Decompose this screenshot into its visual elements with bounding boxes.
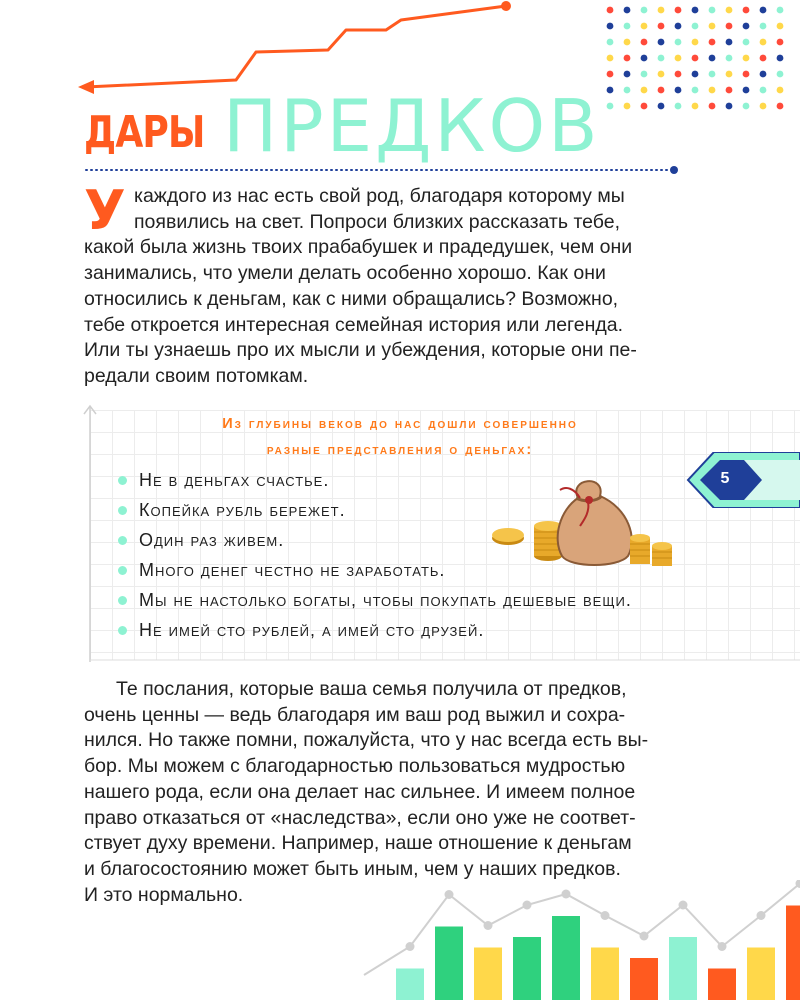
bullet-dot — [118, 536, 127, 545]
money-bag-illustration — [488, 468, 678, 578]
list-item — [118, 467, 329, 493]
pattern-dot — [709, 103, 716, 110]
pattern-dot — [777, 71, 784, 78]
pattern-dot — [743, 71, 750, 78]
decor-bar — [552, 916, 580, 1000]
intro-line: какой была жизнь твоих прабабушек и прадедушек, чем они — [84, 236, 633, 259]
pattern-dot — [641, 87, 648, 94]
title-underline — [84, 164, 684, 176]
title-part-2: ПРЕДКОВ — [223, 84, 601, 168]
pattern-dot — [726, 23, 733, 30]
pattern-dot — [760, 55, 767, 62]
decor-bar — [474, 948, 502, 1000]
pattern-dot — [777, 7, 784, 14]
pattern-dot — [624, 39, 631, 46]
pattern-dot — [692, 7, 699, 14]
list-item — [118, 587, 632, 613]
pattern-dot — [692, 87, 699, 94]
pattern-dot — [675, 7, 682, 14]
pattern-dot — [726, 7, 733, 14]
pattern-dot — [760, 39, 767, 46]
pattern-dot — [743, 103, 750, 110]
outro-line: И это нормально. — [84, 883, 244, 906]
pattern-dot — [726, 71, 733, 78]
pattern-dot — [709, 55, 716, 62]
outro-line: право отказаться от «наследства», если оно уже не соответ- — [84, 806, 636, 829]
pattern-dot — [675, 55, 682, 62]
pattern-dot — [743, 39, 750, 46]
decor-trend-point — [406, 942, 415, 951]
pattern-dot — [641, 7, 648, 14]
pattern-dot — [743, 23, 750, 30]
outro-line: нашего рода, если она делает нас сильнее. И имеем полное — [84, 780, 636, 803]
pattern-dot — [624, 71, 631, 78]
pattern-dot — [709, 23, 716, 30]
pattern-dot — [675, 71, 682, 78]
pattern-dot — [726, 55, 733, 62]
pattern-dot — [692, 55, 699, 62]
pattern-dot — [641, 23, 648, 30]
decor-trend-point — [718, 942, 727, 951]
pattern-dot — [675, 103, 682, 110]
intro-line: занимались, что умели делать особенно хорошо. Как они — [84, 262, 606, 285]
dot-pattern-decoration — [600, 0, 800, 120]
pattern-dot — [692, 71, 699, 78]
pattern-dot — [607, 23, 614, 30]
pattern-dot — [726, 87, 733, 94]
pattern-dot — [777, 87, 784, 94]
pattern-dot — [641, 39, 648, 46]
outro-line: ствует духу времени. Например, наше отношение к деньгам — [84, 832, 632, 855]
intro-line: относились к деньгам, как с ними обращались? Возможно, — [84, 287, 619, 310]
money-bag-icon — [558, 481, 632, 565]
bullet-dot — [118, 506, 127, 515]
intro-line: редали своим потомкам. — [84, 364, 309, 387]
pattern-dot — [658, 71, 665, 78]
pattern-dot — [743, 55, 750, 62]
decor-trend-line — [364, 884, 800, 976]
pattern-dot — [607, 39, 614, 46]
pattern-dot — [760, 87, 767, 94]
saying-text: Копейка рубль бережет. — [139, 499, 346, 520]
page-number: 5 — [720, 470, 730, 487]
decor-trend-point — [484, 921, 493, 930]
decor-bar — [786, 906, 800, 1000]
pattern-dot — [709, 39, 716, 46]
page-number-tab — [686, 452, 800, 508]
pattern-dot — [624, 23, 631, 30]
decor-trend-point — [445, 890, 454, 899]
outro-paragraph — [84, 677, 680, 908]
pattern-dot — [607, 71, 614, 78]
pattern-dot — [641, 71, 648, 78]
pattern-dot — [624, 55, 631, 62]
decor-trend-point — [679, 901, 688, 910]
saying-text: Не имей сто рублей, а имей сто друзей. — [139, 619, 485, 640]
intro-line: появились на свет. Попроси близких рассказать тебе, — [134, 210, 620, 233]
page-title — [84, 86, 601, 166]
intro-paragraph — [84, 179, 680, 390]
pattern-dot — [675, 39, 682, 46]
pattern-dot — [777, 103, 784, 110]
pattern-dot — [709, 87, 716, 94]
pattern-dot — [726, 39, 733, 46]
pattern-dot — [607, 87, 614, 94]
pattern-dot — [658, 39, 665, 46]
decor-bar — [669, 937, 697, 1000]
list-item — [118, 617, 484, 643]
decor-trend-point — [601, 911, 610, 920]
pattern-dot — [777, 39, 784, 46]
pattern-dot — [760, 103, 767, 110]
pattern-dot — [624, 103, 631, 110]
decor-bar — [396, 969, 424, 1000]
pattern-dot — [658, 7, 665, 14]
outro-line: и благосостоянию может быть иным, чем у наших предков. — [84, 857, 621, 880]
saying-text: Мы не настолько богаты, чтобы покупать дешевые вещи. — [139, 589, 632, 610]
decor-bar — [630, 958, 658, 1000]
title-part-1: ДАРЫ — [84, 107, 205, 158]
pattern-dot — [624, 7, 631, 14]
outro-line: нился. Но также помни, пожалуйста, что у нас всегда есть вы- — [84, 729, 649, 752]
decorative-bar-chart — [360, 880, 800, 1000]
pattern-dot — [760, 23, 767, 30]
decor-trend-point — [640, 932, 649, 941]
decor-bar — [513, 937, 541, 1000]
coin-icon — [492, 528, 524, 545]
decor-bar — [435, 927, 463, 1000]
intro-line: Или ты узнаешь про их мысли и убеждения, которые они пе- — [84, 339, 637, 362]
box-heading-line: разные представления о деньгах: — [266, 442, 534, 458]
pattern-dot — [658, 87, 665, 94]
list-item — [118, 497, 346, 523]
outro-line: очень ценны — ведь благодаря им ваш род выжил и сохра- — [84, 703, 626, 726]
saying-text: Не в деньгах счастье. — [139, 469, 330, 490]
pattern-dot — [658, 23, 665, 30]
outro-line: Те послания, которые ваша семья получила от предков, — [116, 678, 627, 700]
pattern-dot — [709, 7, 716, 14]
pattern-dot — [658, 55, 665, 62]
bullet-dot — [118, 476, 127, 485]
bullet-dot — [118, 596, 127, 605]
intro-line: тебе откроется интересная семейная история или легенда. — [84, 313, 623, 336]
decor-bar — [591, 948, 619, 1000]
coin-stack-icon — [630, 534, 672, 566]
pattern-dot — [607, 103, 614, 110]
pattern-dot — [692, 39, 699, 46]
pattern-dot — [777, 55, 784, 62]
decor-trend-point — [562, 890, 571, 899]
pattern-dot — [658, 103, 665, 110]
decor-bar — [747, 948, 775, 1000]
list-item — [118, 527, 284, 553]
saying-text: Много денег честно не заработать. — [139, 559, 446, 580]
pattern-dot — [760, 71, 767, 78]
pattern-dot — [692, 103, 699, 110]
decor-trend-point — [757, 911, 766, 920]
pattern-dot — [760, 7, 767, 14]
bullet-dot — [118, 626, 127, 635]
box-heading-line: Из глубины веков до нас дошли совершенно — [222, 416, 578, 432]
decor-trend-point — [523, 901, 532, 910]
intro-line: каждого из нас есть свой род, благодаря которому мы — [134, 185, 625, 207]
pattern-dot — [692, 23, 699, 30]
pattern-dot — [607, 7, 614, 14]
pattern-dot — [709, 71, 716, 78]
list-item — [118, 557, 445, 583]
dropcap-letter: У — [84, 179, 126, 242]
pattern-dot — [641, 55, 648, 62]
pattern-dot — [743, 87, 750, 94]
bullet-dot — [118, 566, 127, 575]
pattern-dot — [675, 87, 682, 94]
pattern-dot — [743, 7, 750, 14]
decor-bar — [708, 969, 736, 1000]
pattern-dot — [777, 23, 784, 30]
pattern-dot — [675, 23, 682, 30]
saying-text: Один раз живем. — [139, 529, 285, 550]
pattern-dot — [726, 103, 733, 110]
pattern-dot — [607, 55, 614, 62]
pattern-dot — [641, 103, 648, 110]
outro-line: бор. Мы можем с благодарностью пользоваться мудростью — [84, 755, 626, 778]
pattern-dot — [624, 87, 631, 94]
